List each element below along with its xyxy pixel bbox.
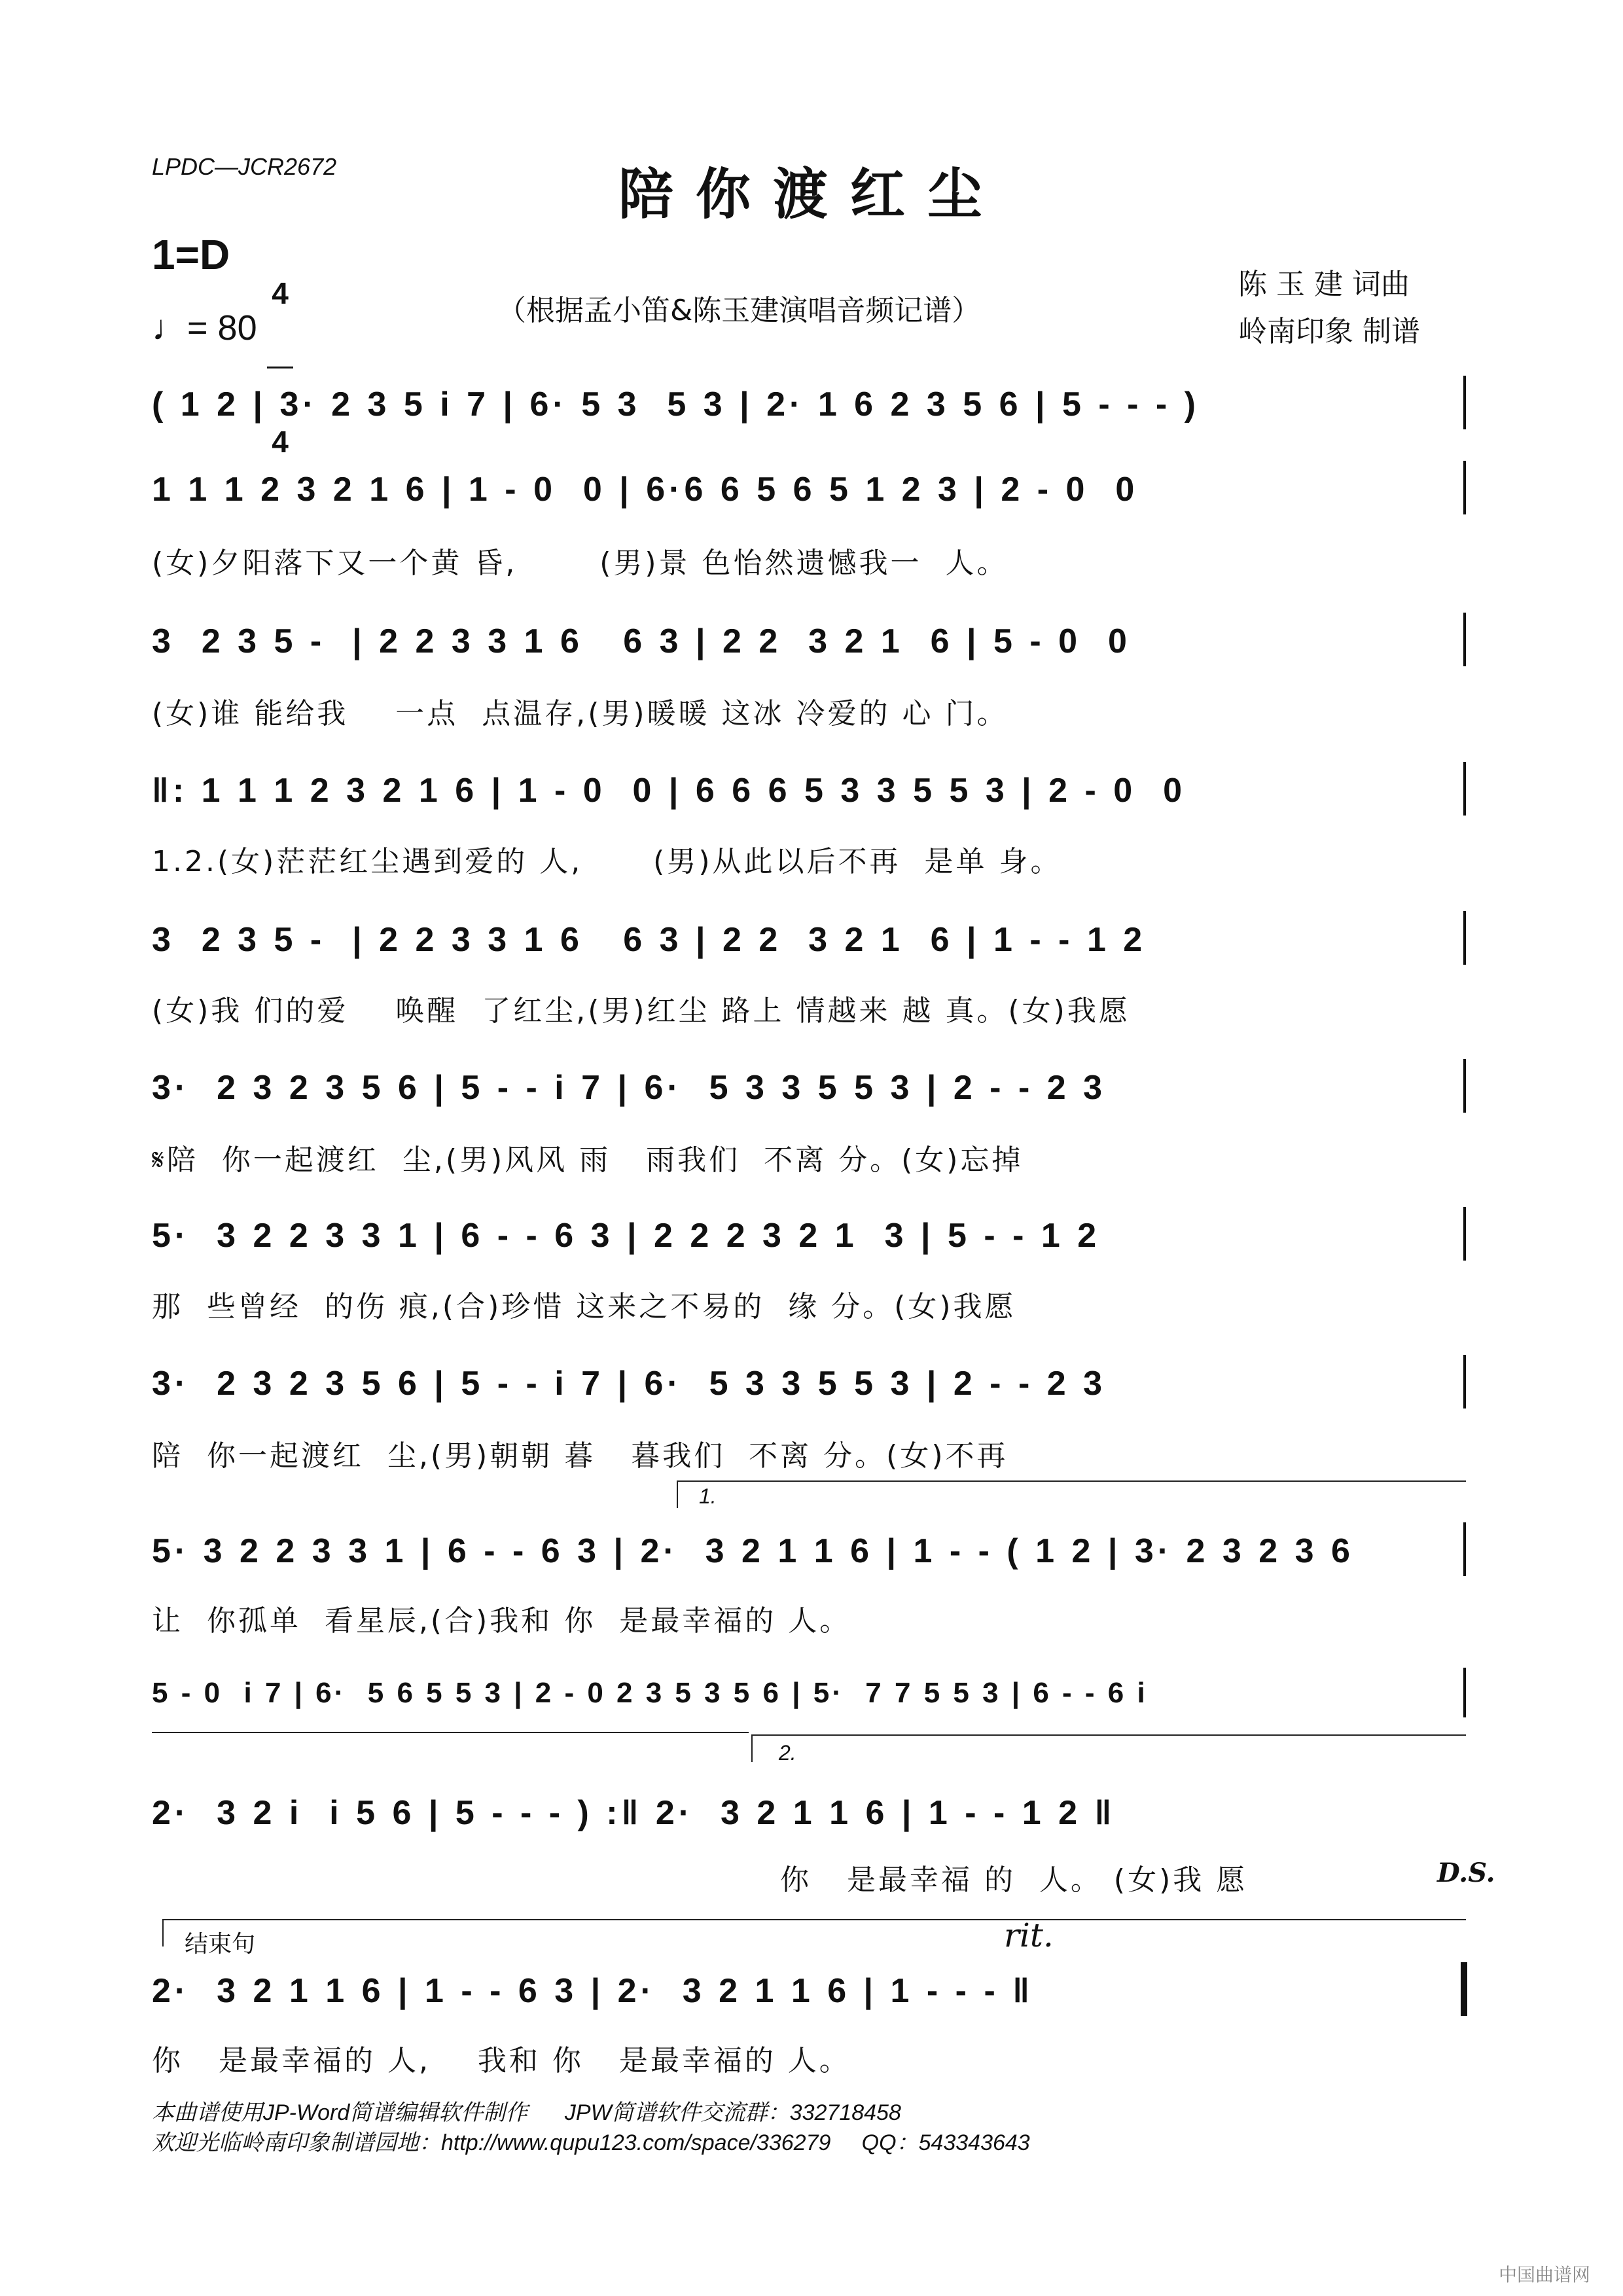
lyric-line: 让 你孤单 看星辰,(合)我和 你 是最幸福的 人。: [152, 1604, 851, 1638]
notation-line: 2· 3 2 1 1 6 | 1 - - 6 3 | 2· 3 2 1 1 6 | 1 - - - ‖: [152, 1972, 1034, 2010]
time-signature-top: 4: [272, 276, 289, 310]
notation-line: 3 2 3 5 - | 2 2 3 3 1 6 6 3 | 2 2 3 2 1 6 | 1 - - 1 2: [152, 921, 1147, 959]
lyric-line: 陪 你一起渡红 尘,(男)朝朝 暮 暮我们 不离 分。(女)不再: [152, 1439, 1008, 1473]
footer-line-1: 本曲谱使用JP-Word简谱编辑软件制作 JPW简谱软件交流群：332718458: [152, 2100, 901, 2125]
lyric-line: 你 是最幸福 的 人。 (女)我 愿: [780, 1863, 1248, 1897]
lyric-line: (女)我 们的爱 唤醒 了红尘,(男)红尘 路上 情越来 越 真。(女)我愿: [152, 994, 1130, 1028]
footer-line-2: 欢迎光临岭南印象制谱园地：http://www.qupu123.com/space/336279 QQ：543343643: [152, 2130, 1030, 2155]
lyric-line: 那 些曾经 的伤 痕,(合)珍惜 这来之不易的 缘 分。(女)我愿: [152, 1290, 1016, 1323]
subtitle: （根据孟小笛&陈玉建演唱音频记谱）: [497, 294, 981, 327]
volta-1-label: 1.: [699, 1484, 717, 1508]
volta-1-bracket: [677, 1480, 1466, 1508]
lyric-line: 𝄋陪 你一起渡红 尘,(男)风风 雨 雨我们 不离 分。(女)忘掉: [152, 1143, 1024, 1177]
notation-line: ‖: 1 1 1 2 3 2 1 6 | 1 - 0 0 | 6 6 6 5 3 3 5 5 3 | 2 - 0 0: [152, 772, 1186, 810]
credit-lyrics-music: 陈 玉 建 词曲: [1238, 268, 1410, 301]
credit-transcriber: 岭南印象 制谱: [1238, 315, 1420, 348]
lyric-line: (女)谁 能给我 一点 点温存,(男)暖暖 这冰 冷爱的 心 门。: [152, 697, 1008, 730]
watermark: 中国曲谱网: [1499, 2264, 1591, 2286]
volta-2-label: 2.: [779, 1741, 796, 1765]
notation-line: 3 2 3 5 - | 2 2 3 3 1 6 6 3 | 2 2 3 2 1 6 | 5 - 0 0: [152, 622, 1131, 660]
ending-label: 结束句: [185, 1931, 256, 1958]
key-signature: 1=D: [152, 231, 230, 278]
ds-marking: D.S.: [1437, 1857, 1495, 1888]
tempo-marking: ♩= 80: [152, 308, 257, 348]
notation-line: 3· 2 3 2 3 5 6 | 5 - - i 7 | 6· 5 3 3 5 5 3 | 2 - - 2 3: [152, 1069, 1106, 1107]
notation-line: 5· 3 2 2 3 3 1 | 6 - - 6 3 | 2· 3 2 1 1 6 | 1 - - ( 1 2 | 3· 2 3 2 3 6: [152, 1532, 1354, 1570]
notation-line: 2· 3 2 i i 5 6 | 5 - - - ) :‖ 2· 3 2 1 1 6 | 1 - - 1 2 ‖: [152, 1794, 1116, 1832]
notation-line: 5 - 0 i 7 | 6· 5 6 5 5 3 | 2 - 0 2 3 5 3 5 6 | 5· 7 7 5 5 3 | 6 - - 6 i: [152, 1677, 1148, 1709]
score-code: LPDC—JCR2672: [152, 153, 337, 180]
volta-2-bracket: [751, 1734, 1466, 1762]
song-title: 陪你渡红尘: [618, 162, 1005, 226]
volta-1-continuation: [152, 1732, 749, 1733]
time-signature: [267, 221, 293, 485]
notation-line: 1 1 1 2 3 2 1 6 | 1 - 0 0 | 6·6 6 5 6 5 1 2 3 | 2 - 0 0: [152, 471, 1139, 509]
notation-line: 3· 2 3 2 3 5 6 | 5 - - i 7 | 6· 5 3 3 5 5 3 | 2 - - 2 3: [152, 1365, 1106, 1403]
rit-marking: rit.: [1004, 1916, 1054, 1954]
notation-line: 5· 3 2 2 3 3 1 | 6 - - 6 3 | 2 2 2 3 2 1 3 | 5 - - 1 2: [152, 1217, 1101, 1255]
ending-bracket: [162, 1919, 1466, 1946]
lyric-line: 你 是最幸福的 人, 我和 你 是最幸福的 人。: [152, 2044, 851, 2077]
time-signature-bottom: 4: [272, 425, 289, 459]
notation-line: ( 1 2 | 3· 2 3 5 i 7 | 6· 5 3 5 3 | 2· 1 6 2 3 5 6 | 5 - - - ): [152, 386, 1200, 423]
lyric-line: 1.2.(女)茫茫红尘遇到爱的 人, (男)从此以后不再 是单 身。: [152, 845, 1062, 878]
lyric-line: (女)夕阳落下又一个黄 昏, (男)景 色怡然遗憾我一 人。: [152, 547, 1008, 580]
